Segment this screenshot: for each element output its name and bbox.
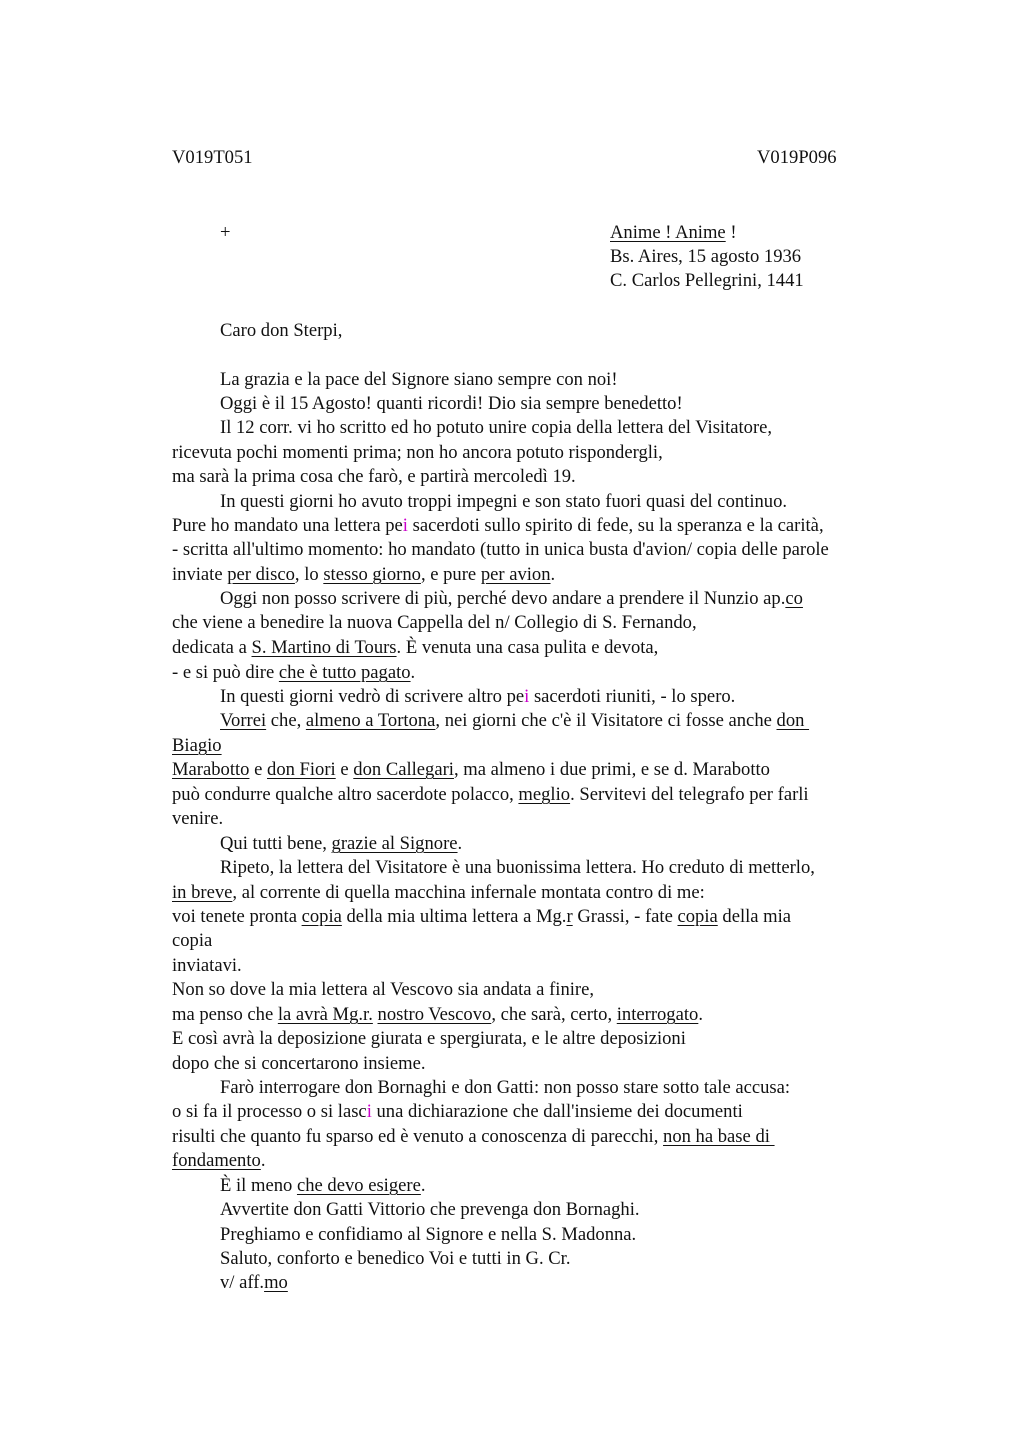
body-line: [172, 1152, 265, 1171]
body-line: [220, 712, 809, 731]
body-line: che viene a benedire la nuova Cappella del n/ Collegio di S. Fernando,: [172, 612, 697, 633]
motto-underlined: Anime ! Anime: [610, 222, 726, 243]
body-line: Saluto, conforto e benedico Voi e tutti in G. Cr.: [220, 1248, 571, 1269]
body-line: [172, 1128, 775, 1147]
text-run: v/ aff.: [220, 1272, 265, 1293]
text-run: In questi giorni vedrò di scrivere altro pe: [220, 686, 525, 707]
body-line: [172, 761, 770, 780]
text-run: o si fa il processo o si lasc: [172, 1101, 367, 1122]
text-run: .: [410, 662, 416, 683]
text-run: , ma almeno i due primi, e se d. Marabotto: [453, 759, 770, 780]
text-run: , e pure: [420, 564, 481, 585]
text-run: , che sarà, certo,: [491, 1004, 617, 1025]
underlined-text: stesso giorno: [323, 564, 421, 585]
underlined-text: Marabotto: [172, 759, 250, 780]
highlighted-letter: i: [366, 1101, 372, 1122]
text-run: che,: [266, 710, 306, 731]
cross-mark: +: [220, 222, 231, 243]
text-run: Qui tutti bene,: [220, 833, 332, 854]
document-code-left: V019T051: [172, 147, 253, 168]
body-line: Il 12 corr. vi ho scritto ed ho potuto unire copia della lettera del Visitatore,: [220, 417, 773, 438]
text-run: risulti che quanto fu sparso ed è venuto a conoscenza di parecchi,: [172, 1126, 664, 1147]
body-line: [172, 664, 415, 683]
body-line: Avvertite don Gatti Vittorio che prevenga don Bornaghi.: [220, 1199, 640, 1220]
underlined-text: interrogato: [616, 1004, 699, 1025]
highlighted-letter: i: [402, 515, 408, 536]
body-line: copia: [172, 930, 213, 951]
body-line: Preghiamo e confidiamo al Signore e nella S. Madonna.: [220, 1224, 637, 1245]
text-run: .: [420, 1175, 426, 1196]
underlined-text: che è tutto pagato: [278, 662, 411, 683]
text-run: , al corrente di quella macchina infernale montata contro di me:: [232, 882, 705, 903]
underlined-text: copia: [301, 906, 342, 927]
underlined-text: la avrà Mg.r.: [277, 1004, 373, 1025]
body-line: Farò interrogare don Bornaghi e don Gatti: non posso stare sotto tale accusa:: [220, 1077, 791, 1098]
text-run: , nei giorni che c'è il Visitatore ci fosse anche: [435, 710, 777, 731]
underlined-text: nostro Vescovo: [377, 1004, 492, 1025]
closing-line: [220, 1274, 288, 1293]
text-run: .: [550, 564, 556, 585]
text-run: , lo: [294, 564, 324, 585]
text-run: .: [698, 1004, 703, 1025]
body-line: [220, 688, 735, 707]
underlined-text: Biagio: [172, 735, 222, 756]
text-run: inviate: [172, 564, 228, 585]
body-line: Ripeto, la lettera del Visitatore è una buonissima lettera. Ho creduto di metterlo,: [220, 857, 815, 878]
text-run: Pure ho mandato una lettera pe: [172, 515, 403, 536]
body-line: [172, 1006, 703, 1025]
underlined-text: meglio: [518, 784, 571, 805]
body-line: [220, 835, 462, 854]
body-line: E così avrà la deposizione giurata e spergiurata, e le altre deposizioni: [172, 1028, 686, 1049]
underlined-text: non ha base di: [663, 1126, 775, 1147]
underlined-text: mo: [264, 1272, 288, 1293]
text-run: ma penso che: [172, 1004, 278, 1025]
motto-end: !: [725, 222, 737, 243]
underlined-text: S. Martino di Tours: [251, 637, 397, 658]
salutation: Caro don Sterpi,: [220, 320, 343, 341]
text-run: .: [260, 1150, 266, 1171]
body-line: Oggi è il 15 Agosto! quanti ricordi! Dio sia sempre benedetto!: [220, 393, 683, 414]
body-line: inviatavi.: [172, 955, 242, 976]
sender-address: C. Carlos Pellegrini, 1441: [610, 270, 804, 291]
body-line: Non so dove la mia lettera al Vescovo sia andata a finire,: [172, 979, 594, 1000]
text-run: dedicata a: [172, 637, 252, 658]
text-run: della mia ultima lettera a Mg.: [341, 906, 567, 927]
body-line: [220, 590, 803, 609]
underlined-text: don Fiori: [267, 759, 336, 780]
underlined-text: co: [785, 588, 803, 609]
text-run: della mia: [717, 906, 792, 927]
text-run: voi tenete pronta: [172, 906, 302, 927]
body-line: dopo che si concertarono insieme.: [172, 1053, 426, 1074]
text-run: .: [457, 833, 463, 854]
text-run: può condurre qualche altro sacerdote polacco,: [172, 784, 519, 805]
body-line: [172, 1103, 743, 1122]
body-line: [172, 884, 705, 903]
underlined-text: per disco: [227, 564, 295, 585]
underlined-text: in breve: [172, 882, 233, 903]
body-line: [172, 908, 791, 927]
underlined-text: grazie al Signore: [331, 833, 458, 854]
motto: [610, 224, 737, 243]
underlined-text: don Callegari: [353, 759, 454, 780]
underlined-text: copia: [677, 906, 718, 927]
text-run: sacerdoti riuniti, - lo spero.: [529, 686, 736, 707]
underlined-text: don: [776, 710, 810, 731]
underlined-text: fondamento: [172, 1150, 261, 1171]
text-run: . È venuta una casa pulita e devota,: [396, 637, 659, 658]
text-run: Grassi, - fate: [572, 906, 678, 927]
underlined-text: r: [566, 906, 573, 927]
document-code-right: V019P096: [757, 147, 837, 168]
body-line: - scritta all'ultimo momento: ho mandato (tutto in unica busta d'avion/ copia delle parole: [172, 539, 829, 560]
body-line: ma sarà la prima cosa che farò, e partirà mercoledì 19.: [172, 466, 576, 487]
text-run: e: [249, 759, 268, 780]
text-run: È il meno: [220, 1175, 297, 1196]
highlighted-letter: i: [524, 686, 530, 707]
body-line: La grazia e la pace del Signore siano sempre con noi!: [220, 369, 618, 390]
text-run: - e si può dire: [172, 662, 279, 683]
text-run: Oggi non posso scrivere di più, perché devo andare a prendere il Nunzio ap.: [220, 588, 786, 609]
body-line: venire.: [172, 808, 224, 829]
underlined-text: almeno a Tortona: [305, 710, 436, 731]
underlined-text: che devo esigere: [296, 1175, 421, 1196]
place-date: Bs. Aires, 15 agosto 1936: [610, 246, 802, 267]
body-line: ricevuta pochi momenti prima; non ho ancora potuto rispondergli,: [172, 442, 663, 463]
body-line: [172, 566, 555, 585]
text-run: sacerdoti sullo spirito di fede, su la speranza e la carità,: [407, 515, 824, 536]
body-line: [172, 517, 824, 536]
text-run: una dichiarazione che dall'insieme dei documenti: [371, 1101, 743, 1122]
body-line: [172, 737, 222, 756]
body-line: [172, 639, 658, 658]
text-run: . Servitevi del telegrafo per farli: [570, 784, 809, 805]
text-run: e: [335, 759, 354, 780]
body-line: [220, 1177, 426, 1196]
underlined-text: per avion: [480, 564, 551, 585]
body-line: In questi giorni ho avuto troppi impegni e son stato fuori quasi del continuo.: [220, 491, 788, 512]
underlined-text: Vorrei: [220, 710, 267, 731]
body-line: [172, 786, 809, 805]
